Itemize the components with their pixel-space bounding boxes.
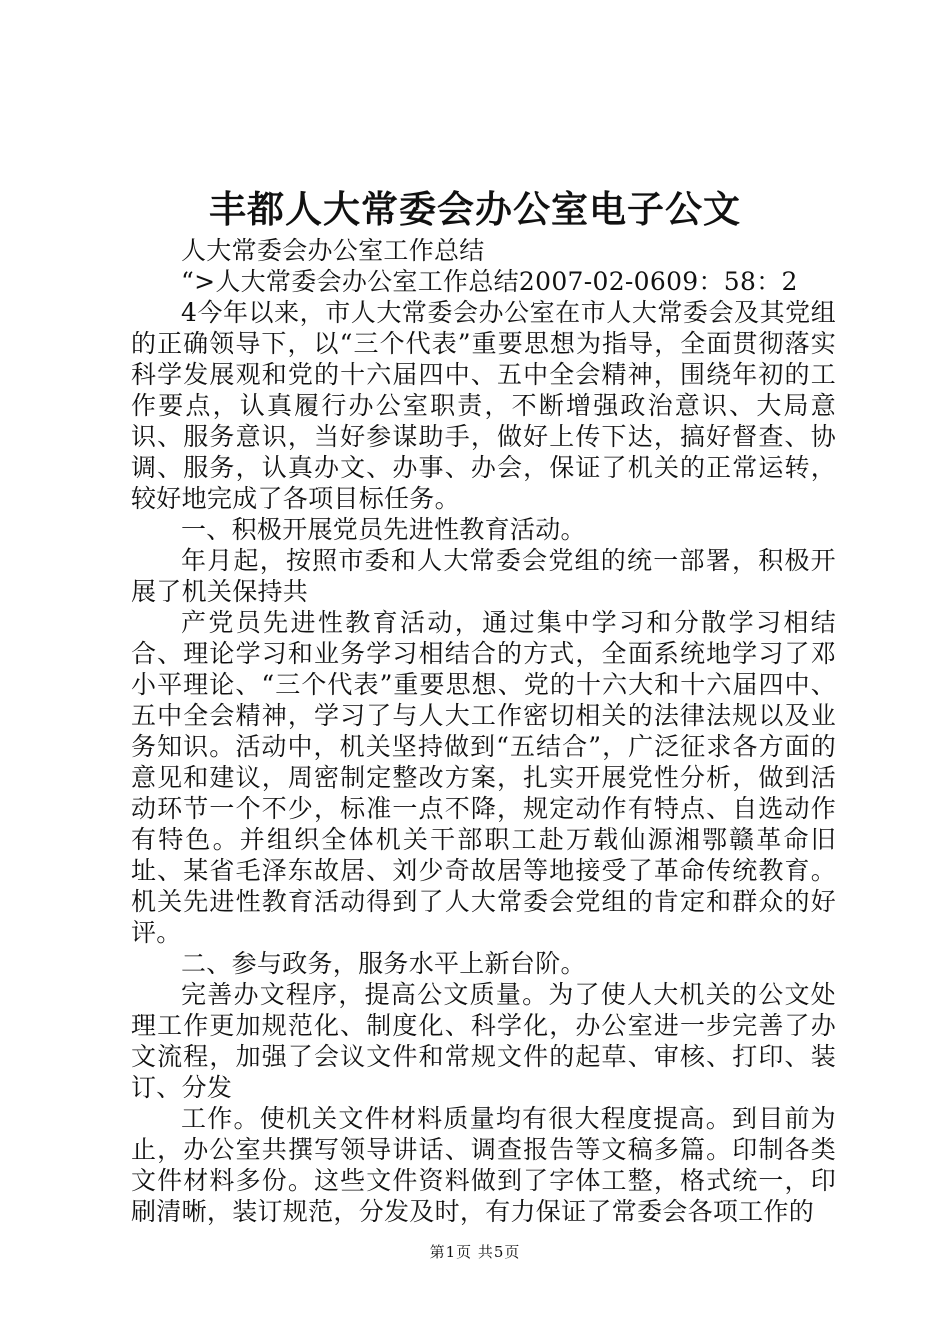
paragraph-3: 4今年以来，市人大常委会办公室在市人大常委会及其党组的正确领导下，以“三个代表”重要思想为指导，全面贯彻落实科学发展观和党的十六届四中、五中全会精神，围绕年初的工作要点，认真履行办公室职责，不断增强政治意识、大局意识、服务意识，当好参谋助手，做好上传下达，搞好督查、协调、服务，认真办文、办事、办会，保证了机关的正常运转，较好地完成了各项目标任务。 <box>131 298 836 513</box>
paragraph-5: 产党员先进性教育活动，通过集中学习和分散学习相结合、理论学习和业务学习相结合的方式，全面系统地学习了邓小平理论、“三个代表”重要思想、党的十六大和十六届四中、五中全会精神，学习了与人大工作密切相关的法律法规以及业务知识。活动中，机关坚持做到“五结合”，广泛征求各方面的意见和建议，周密制定整改方案，扎实开展党性分析，做到活动环节一个不少，标准一点不降，规定动作有特点、自选动作有特色。并组织全体机关干部职工赴万载仙源湘鄂赣革命旧址、某省毛泽东故居、刘少奇故居等地接受了革命传统教育。机关先进性教育活动得到了人大常委会党组的肯定和群众的好评。 <box>131 608 836 947</box>
document-body <box>131 235 836 1227</box>
paragraph-4: 年月起，按照市委和人大常委会党组的统一部署，积极开展了机关保持共 <box>131 546 836 606</box>
section-heading-2: 二、参与政务，服务水平上新台阶。 <box>181 949 586 978</box>
page-footer: 第1页 共5页 <box>429 1243 521 1261</box>
paragraph-7: 工作。使机关文件材料质量均有很大程度提高。到目前为止，办公室共撰写领导讲话、调查报告等文稿多篇。印制各类文件材料多份。这些文件资料做到了字体工整，格式统一，印刷清晰，装订规范，分发及时，有力保证了常委会各项工作的 <box>131 1104 836 1226</box>
paragraph-1: 人大常委会办公室工作总结 <box>181 236 485 265</box>
section-heading-1: 一、积极开展党员先进性教育活动。 <box>181 515 586 544</box>
document-title: 丰都人大常委会办公室电子公文 <box>209 187 741 231</box>
paragraph-2: “>人大常委会办公室工作总结2007-02-0609：58：2 <box>181 267 798 296</box>
paragraph-6: 完善办文程序，提高公文质量。为了使人大机关的公文处理工作更加规范化、制度化、科学化，办公室进一步完善了办文流程，加强了会议文件和常规文件的起草、审核、打印、装订、分发 <box>131 980 836 1102</box>
